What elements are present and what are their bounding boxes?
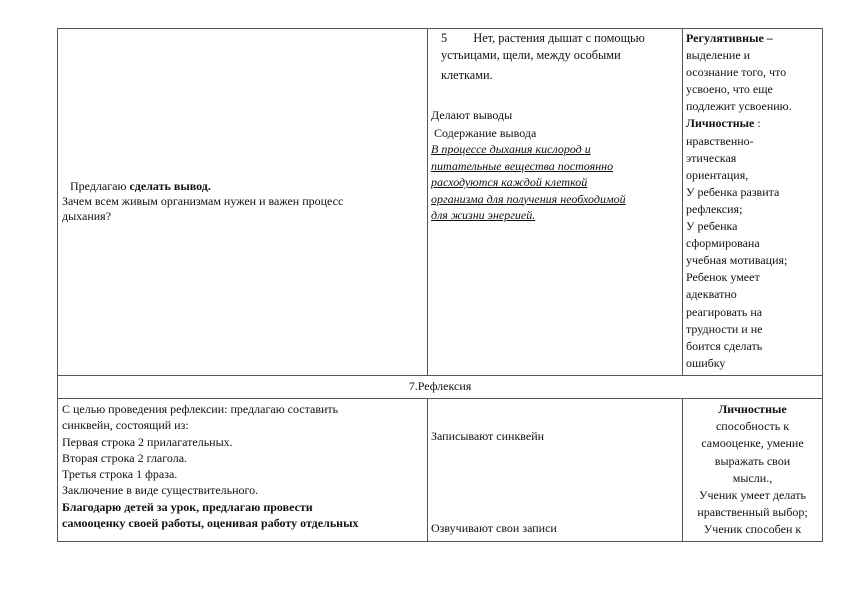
personal-line: трудности и не xyxy=(686,321,763,336)
regulatory-line: осознание того, что xyxy=(686,65,787,80)
reflection-line: Третья строка 1 фраза. xyxy=(62,467,178,482)
personal-title-row3: Личностные xyxy=(718,402,787,416)
row3-write-cell xyxy=(431,429,544,444)
reflection-line: синквейн, состоящий из: xyxy=(62,418,189,433)
table-border-left xyxy=(57,28,58,542)
personal-line: ошибку xyxy=(686,355,726,370)
personal-line: У ребенка развита xyxy=(686,184,780,199)
table-divider-col3-row1 xyxy=(682,28,683,375)
reflection-line: С целью проведения рефлексии: предлагаю составить xyxy=(62,402,339,416)
regulatory-line: выделение и xyxy=(686,48,751,63)
personal-line: рефлексия; xyxy=(686,201,743,216)
personal-line: У ребенка xyxy=(686,219,738,234)
conclusion-line: В процессе дыхания кислород и xyxy=(431,142,591,156)
personal-line: боится сделать xyxy=(686,338,763,353)
personal-skill-line: Ученик умеет делать xyxy=(698,488,806,503)
row3-voice-cell xyxy=(431,521,557,536)
table-border-top xyxy=(57,28,823,29)
answer-line-2: устьицами, щели, между особыми xyxy=(441,48,621,62)
table-border-row3-top xyxy=(57,398,823,399)
conclusion-line: организма для получения необходимой xyxy=(431,191,626,206)
conclusion-label: Делают выводы xyxy=(431,108,513,122)
row3-uud-cell xyxy=(683,401,822,539)
question-line-2: дыхания? xyxy=(62,209,112,223)
answer-item-number: 5 xyxy=(441,31,448,45)
personal-skill-line: самооценке, умение xyxy=(701,436,804,451)
personal-skill-line: выражать свои xyxy=(714,453,791,468)
regulatory-title: Регулятивные – xyxy=(686,31,773,45)
table-divider-col2-row1 xyxy=(427,28,428,375)
conclusion-prompt-bold: сделать вывод. xyxy=(129,179,211,193)
write-syncwine-text: Записывают синквейн xyxy=(431,429,545,443)
reflection-line: Вторая строка 2 глагола. xyxy=(62,450,188,465)
section-header-reflection xyxy=(58,379,822,394)
personal-line: учебная мотивация; xyxy=(686,253,788,268)
conclusion-prompt-prefix: Предлагаю xyxy=(70,179,127,193)
personal-skill-line: мысли., xyxy=(732,470,773,485)
personal-line: сформирована xyxy=(686,236,760,251)
answer-line-1: Нет, растения дышат с помощью xyxy=(473,31,645,45)
table-border-right xyxy=(822,28,823,542)
table-divider-col2-row3 xyxy=(427,398,428,541)
conclusion-line: для жизни энергией. xyxy=(431,208,536,222)
conclusion-line: расходуются каждой клеткой xyxy=(431,175,588,189)
personal-line: этическая xyxy=(686,150,737,165)
personal-skill-line: способность к xyxy=(715,419,790,434)
reflection-line: Первая строка 2 прилагательных. xyxy=(62,434,233,449)
row1-student-cell xyxy=(431,30,645,224)
regulatory-line: подлежит усвоению. xyxy=(686,99,792,114)
personal-line: ориентация, xyxy=(686,167,749,182)
answer-line-3: клетками. xyxy=(441,68,493,82)
table-border-bottom xyxy=(57,541,823,542)
reflection-line: Заключение в виде существительного. xyxy=(62,483,259,498)
voice-notes-text: Озвучивают свои записи xyxy=(431,521,557,535)
personal-title: Личностные xyxy=(686,116,755,131)
personal-line: Ребенок умеет xyxy=(686,270,760,285)
row1-uud-cell xyxy=(686,30,792,372)
personal-line: адекватно xyxy=(686,287,737,302)
personal-skill-line: Ученик способен к xyxy=(703,522,802,537)
personal-line: реагировать на xyxy=(686,304,763,319)
row3-teacher-cell xyxy=(62,401,358,531)
row1-teacher-cell xyxy=(62,179,343,224)
regulatory-line: усвоено, что еще xyxy=(686,82,773,97)
table-border-row2-top xyxy=(57,375,823,376)
section-header-text: 7.Рефлексия xyxy=(408,379,472,393)
personal-line: нравственно- xyxy=(686,133,754,148)
content-label: Содержание вывода xyxy=(434,126,537,140)
conclusion-line: питательные вещества постоянно xyxy=(431,158,614,173)
personal-skill-line: нравственный выбор; xyxy=(697,505,808,520)
thanks-line: Благодарю детей за урок, предлагаю провести xyxy=(62,499,313,514)
question-line-1: Зачем всем живым организмам нужен и важен процесс xyxy=(62,194,344,208)
personal-title-colon: : xyxy=(757,116,761,131)
thanks-line: самооценку своей работы, оценивая работу отдельных xyxy=(62,516,359,531)
